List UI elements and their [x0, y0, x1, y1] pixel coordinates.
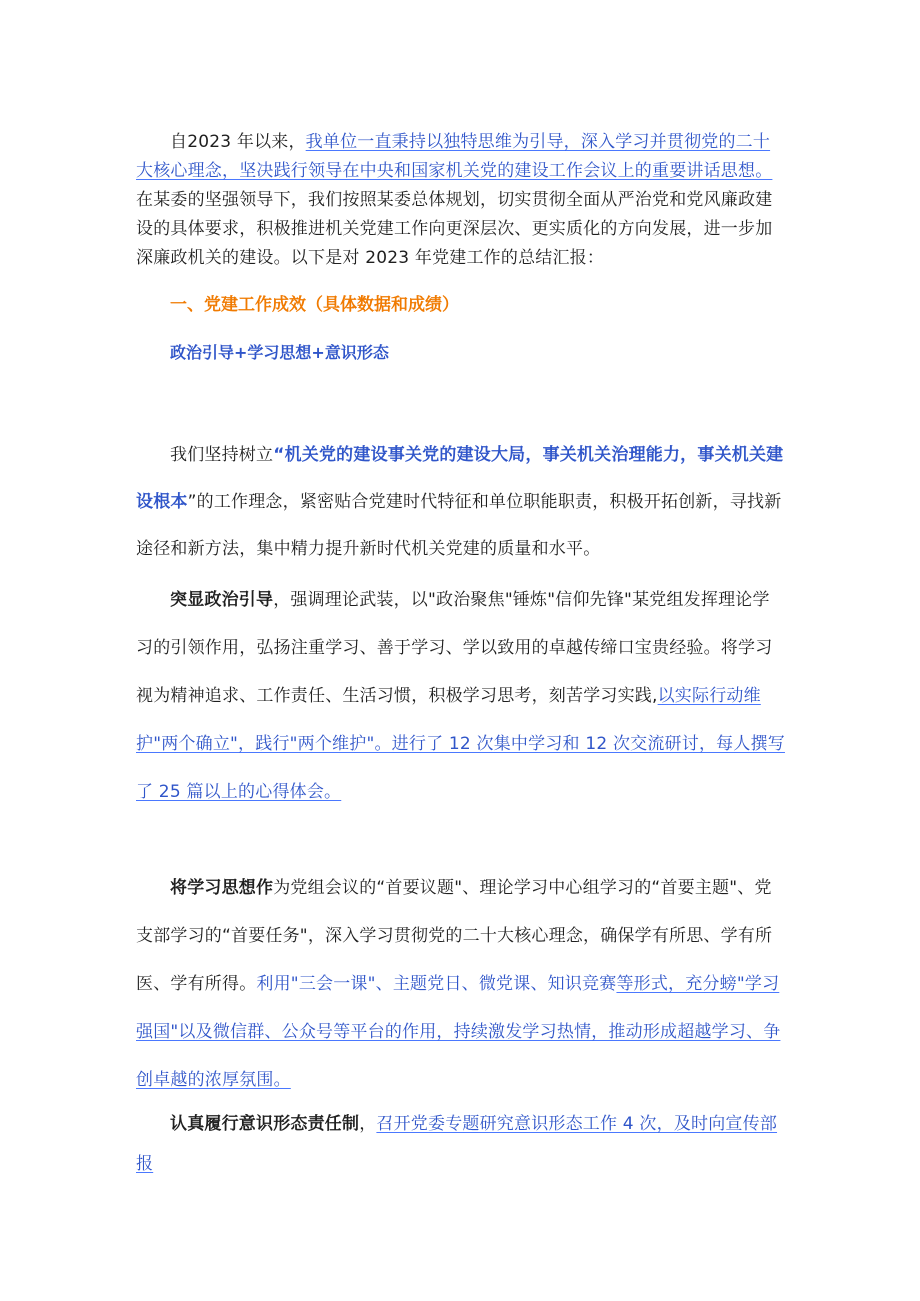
ideology-bold: 认真履行意识形态责任制	[170, 1114, 360, 1134]
section-heading: 一、党建工作成效（具体数据和成绩）	[170, 295, 459, 315]
political-guidance-text: ，强调理论武装，以"政治聚焦"锤炼"信仰先锋"某党组发挥理论学习的引领作用，弘扬注重学习、善于学习、学以致用的卓越传缔口宝贵经验。将学习视为精神追求、工作责任、生活习惯，积极学习思考，刻苦学习实践,	[136, 590, 773, 706]
political-guidance-bold: 突显政治引导	[170, 590, 274, 610]
study-thought-bold: 将学习思想作	[170, 878, 274, 898]
study-thought-blue: 利用"三会一课"、主题党日、微党课、知识竞赛	[256, 974, 617, 994]
intro-paragraph	[136, 128, 786, 273]
intro-text-1: 自2023 年以来，	[170, 132, 306, 152]
intro-text-2: 在某委的坚强领导下，我们按照某委总体规划，切实贯彻全面从严治党和党风廉政建设的具体要求，积极推进机关党建工作向更深层次、更实质化的方向发展，进一步加深廉政机关的建设。以下是对 2023 年党建工作的总结汇报：	[136, 190, 773, 268]
study-thought-text: 为党组会议的“首要议题"、理论学习中心组学习的“首要主题"、党支部学习的“首要任务"，深入学习贯彻党的二十大核心理念，确保学有所思、学有所医、学有所得。	[136, 878, 773, 994]
political-guidance-link[interactable]: 以实际行动维护"两个确立"，践行"两个维护"。进行了 12 次集中学习和 12 次交流研讨，每人撰写了 25 篇以上的心得体会。	[136, 686, 785, 802]
subsection-heading: 政治引导+学习思想+意识形态	[170, 343, 389, 362]
concept-emphasis: “机关党的建设事关党的建设大局，事关机关治理能力，事关机关建设根本	[136, 445, 784, 512]
study-thought-paragraph	[136, 864, 786, 1104]
ideology-link[interactable]: 召开党委专题研究意识形态工作 4 次，及时向宣传部报	[136, 1114, 778, 1174]
concept-text-2: ”的工作理念，紧密贴合党建时代特征和单位职能职责，积极开拓创新，寻找新途径和新方法，集中精力提升新时代机关党建的质量和水平。	[136, 492, 782, 559]
concept-text-1: 我们坚持树立	[170, 445, 274, 465]
ideology-text: ，	[359, 1114, 377, 1134]
intro-link-text[interactable]: 我单位一直秉持以独特思维为引导，深入学习并贯彻党的二十大核心理念，坚决践行领导在中央和国家机关党的建设工作会议上的重要讲话思想。	[136, 132, 773, 181]
concept-paragraph	[136, 432, 786, 573]
political-guidance-paragraph	[136, 576, 786, 816]
ideology-paragraph	[136, 1104, 786, 1184]
study-thought-link[interactable]: 等形式，充分螃"学习强国"以及微信群、公众号等平台的作用，持续激发学习热情，推动形成超越学习、争创卓越的浓厚氛围。	[136, 974, 781, 1090]
